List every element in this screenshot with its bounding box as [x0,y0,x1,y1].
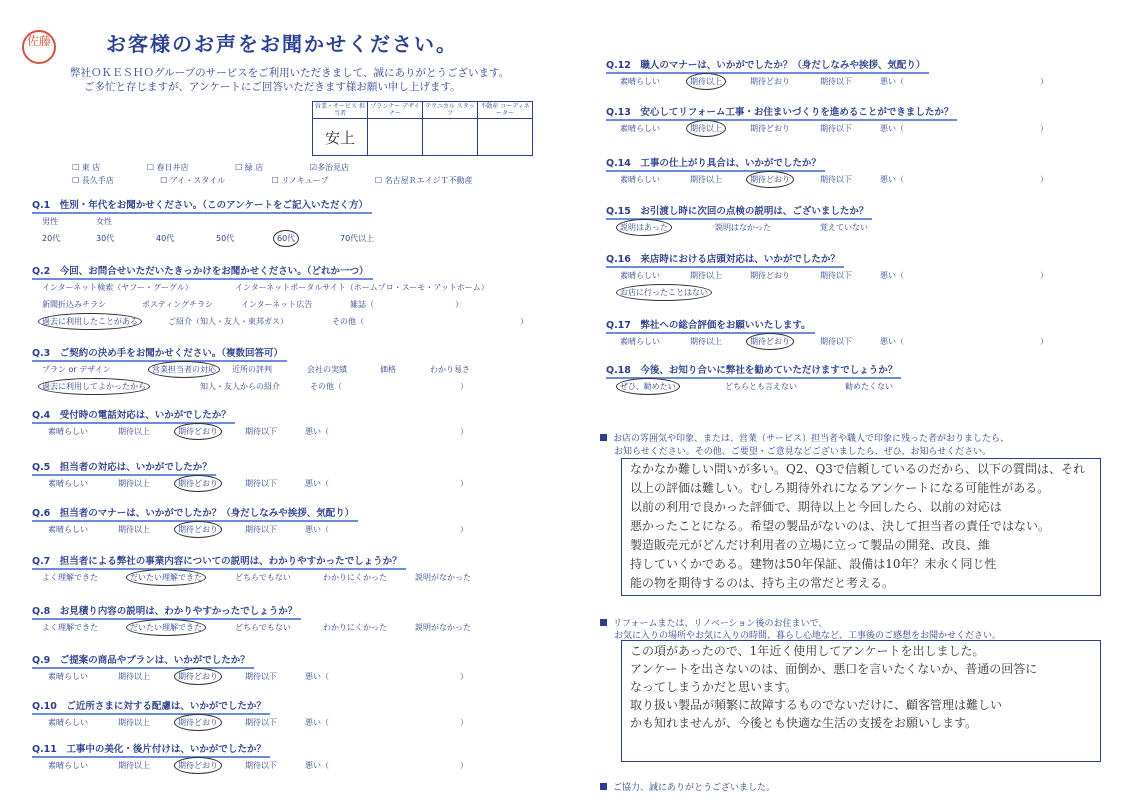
thanks-line: ご協力、誠にありがとうございました。 [600,780,775,793]
answer-option[interactable]: ） [520,317,528,326]
answer-option[interactable]: 期待以上 [118,672,150,681]
question-heading [32,345,283,359]
question-text: Q.18 今後、お知り合いに弊社を勧めていただけますでしょうか？ [606,365,898,376]
store-row-1 [72,162,393,173]
answer-circle-mark [126,569,206,586]
answer-option[interactable]: 素晴らしい [620,271,660,280]
answer-option[interactable]: 価格 [380,365,396,374]
answer-option[interactable]: その他（ [332,317,364,326]
question-heading [32,553,402,567]
answer-option[interactable]: 悪い（ [305,718,329,727]
answer-option[interactable]: どちらでもない [235,573,291,582]
answer-circle-mark [686,120,726,137]
answer-option-circled[interactable]: だいたい理解できた [130,623,202,632]
intro-line-2: ご多忙と存じますが、アンケートにご回答いただきます様お願い申し上げます。 [84,81,461,93]
comment-section-1-subheading: お知らせください。その他、ご要望・ご意見などございましたら、ぜひ、お知らせください。 [614,447,992,457]
square-bullet-icon [600,619,607,626]
answer-circle-mark [174,423,222,440]
question-heading [606,362,897,376]
answer-option-circled[interactable]: 期待どおり [178,479,218,488]
answer-option[interactable]: 50代 [216,234,235,243]
answer-option[interactable]: 70代以上 [340,234,375,243]
answer-option[interactable]: 知人・友人からの紹介 [200,382,280,391]
store-checkbox[interactable]: ☐ 長久手店 [72,176,114,185]
answer-option[interactable]: 期待以下 [820,175,852,184]
page-title: お客様のお声をお聞かせください。 [106,32,458,56]
question-heading [32,741,266,755]
answer-option[interactable]: 期待以下 [820,124,852,133]
answer-option[interactable]: ） [1040,124,1048,133]
answer-option[interactable]: 期待以下 [820,337,852,346]
store-checkbox[interactable]: ☐ リノキューブ [271,176,329,185]
store-checkbox[interactable]: ☐ 名古屋ＲエイジＴ不動産 [374,176,473,185]
answer-option[interactable]: 説明はなかった [715,223,771,232]
question-text: Q.11 工事中の美化・後片付けは、いかがでしたか？ [32,744,266,755]
answer-option[interactable]: 悪い（ [880,124,904,133]
question-text: Q.8 お見積り内容の説明は、わかりやすかったでしょうか？ [32,606,298,617]
answer-option[interactable]: 素晴らしい [620,337,660,346]
answer-option[interactable]: よく理解できた [42,623,98,632]
question-text: Q.9 ご提案の商品やプランは、いかがでしたか？ [32,655,250,666]
answer-option[interactable]: ） [460,761,468,770]
answer-option-circled[interactable]: 期待どおり [750,175,790,184]
handwritten-line: 能の物を期待するのは、持ち主の常だと考える。 [630,576,895,590]
answer-option[interactable]: ） [460,525,468,534]
question-underline [606,119,957,121]
staff-value[interactable]: 安上 [313,119,368,156]
answer-option[interactable]: 期待以上 [118,427,150,436]
staff-header: 営業・サービス 担当者 [313,102,368,119]
answer-option[interactable]: どちらでもない [235,623,291,632]
answer-option[interactable]: 30代 [96,234,115,243]
question-underline [32,568,406,570]
answer-option-circled[interactable]: 期待どおり [178,427,218,436]
answer-option-circled[interactable]: 期待どおり [178,525,218,534]
question-text: Q.14 工事の仕上がり具合は、いかがでしたか？ [606,158,821,169]
answer-option[interactable]: 期待以下 [245,525,277,534]
answer-option[interactable]: 女性 [96,217,112,226]
answer-option[interactable]: インターネット検索（ヤフー・グーグル） [42,283,193,292]
store-checkbox[interactable]: ☐ アイ・スタイル [160,176,226,185]
store-checkbox[interactable]: ☐ 東 店 [72,163,101,172]
answer-option[interactable]: プラン or デザイン [42,365,111,374]
square-bullet-icon [600,783,607,790]
answer-option[interactable]: 悪い（ [305,672,329,681]
answer-circle-mark [174,668,222,685]
answer-option-circled[interactable]: 期待どおり [178,718,218,727]
handwritten-line: 以前の利用で良かった評価で、期待以上と今回したら、以前の対応は [630,500,1002,514]
question-heading [606,57,925,71]
question-heading [32,652,250,666]
answer-option[interactable]: 20代 [42,234,61,243]
answer-option[interactable]: 期待以上 [690,175,722,184]
question-underline [606,266,844,268]
answer-option[interactable]: 素晴らしい [48,427,88,436]
answer-option[interactable]: 40代 [156,234,175,243]
answer-circle-mark [174,757,222,774]
store-row-2 [72,175,517,186]
staff-value[interactable] [368,119,423,156]
question-heading [606,203,868,217]
answer-option[interactable]: 素晴らしい [48,525,88,534]
answer-option[interactable]: 素晴らしい [48,672,88,681]
answer-option[interactable]: 新聞折込みチラシ [42,300,106,309]
answer-option[interactable]: 悪い（ [880,77,904,86]
answer-option[interactable]: わかりにくかった [323,573,387,582]
answer-option-circled[interactable]: 期待どおり [178,761,218,770]
question-heading [606,317,811,331]
handwritten-line: アンケートを出さないのは、面倒か、悪口を言いたくないか、普通の回答に [630,662,1038,676]
answer-option[interactable]: 期待どおり [750,77,790,86]
answer-circle-mark [174,475,222,492]
question-text: Q.3 ご契約の決め手をお聞かせください。（複数回答可） [32,348,284,359]
answer-option[interactable]: 悪い（ [880,271,904,280]
question-heading [32,197,368,211]
question-heading [32,698,266,712]
answer-option[interactable]: ） [460,382,468,391]
question-underline [32,360,287,362]
answer-circle-mark [148,361,220,378]
answer-option[interactable]: わかり易さ [430,365,470,374]
question-text: Q.15 お引渡し時に次回の点検の説明は、ございましたか？ [606,206,869,217]
answer-option[interactable]: 期待どおり [750,271,790,280]
store-checkbox[interactable]: ☐ 緑 店 [235,163,264,172]
answer-option[interactable]: 期待以上 [690,337,722,346]
question-underline [32,278,373,280]
answer-circle-mark [616,284,712,301]
question-underline [32,713,270,715]
question-heading [32,459,212,473]
question-text: Q.10 ご近所さまに対する配慮は、いかがでしたか？ [32,701,266,712]
handwritten-line: 悪かったことになる。希望の製品がないのは、決して担当者の責任ではない。 [630,519,1051,533]
answer-option[interactable]: 覚えていない [820,223,868,232]
answer-circle-mark [38,313,142,330]
answer-option[interactable]: ご紹介（知人・友人・東邦ガス） [168,317,288,326]
answer-option[interactable]: 悪い（ [305,525,329,534]
answer-option-circled[interactable]: 営業担当者の対応 [152,365,216,374]
answer-option[interactable]: インターネット広告 [241,300,313,309]
comment-section-2-heading: リフォームまたは、リノベーション後のお住まいで、 [600,616,827,629]
answer-option[interactable]: 悪い（ [880,337,904,346]
answer-option[interactable]: 期待以上 [118,718,150,727]
answer-option[interactable]: 近所の評判 [232,365,272,374]
answer-option-circled[interactable]: 説明はあった [620,223,668,232]
question-text: Q.12 職人のマナーは、いかがでしたか？（身だしなみや挨拶、気配り） [606,60,926,71]
answer-option[interactable]: 素晴らしい [48,761,88,770]
answer-option[interactable]: ） [460,718,468,727]
question-heading [32,263,369,277]
question-text: Q.2 今回、お問合せいただいたきっかけをお聞かせください。（どれか一つ） [32,266,369,277]
question-underline [32,756,270,758]
answer-option[interactable]: 素晴らしい [620,77,660,86]
square-bullet-icon [600,434,607,441]
answer-option[interactable]: 期待以下 [245,761,277,770]
question-text: Q.6 担当者のマナーは、いかがでしたか？（身だしなみや挨拶、気配り） [32,508,355,519]
answer-option[interactable]: 期待以下 [245,427,277,436]
answer-option[interactable]: 期待以下 [245,718,277,727]
answer-option[interactable]: ポスティングチラシ [142,300,214,309]
answer-option[interactable]: わかりにくかった [323,623,387,632]
answer-option[interactable]: 悪い（ [305,427,329,436]
handwritten-line: 持していくかである。建物は50年保証、設備は10年？末永く同じ性 [630,557,997,571]
intro-line-1: 弊社ＯＫＥＳＨＯグループのサービスをご利用いただきまして、誠にありがとうございます。 [70,67,510,79]
question-text: Q.1 性別・年代をお聞かせください。（このアンケートをご記入いただく方） [32,200,368,211]
comment-section-1-heading: お店の雰囲気や印象、または、営業（サービス）担当者や職人で印象に残った者がおりましたら、 [600,431,1009,444]
answer-option[interactable]: 男性 [42,217,58,226]
answer-option[interactable]: 説明がなかった [415,623,471,632]
answer-option-circled[interactable]: 期待以上 [690,77,722,86]
question-heading [606,251,840,265]
answer-option[interactable]: ） [460,672,468,681]
handwritten-line: なってしまうかだと思います。 [630,680,798,694]
staff-header: プランナー デザイナー [368,102,423,119]
answer-option[interactable]: 素晴らしい [620,175,660,184]
answer-option[interactable]: インターネットポータルサイト（ホームプロ・スーモ・アットホーム） [235,283,489,292]
question-text: Q.5 担当者の対応は、いかがでしたか？ [32,462,212,473]
question-heading [32,603,297,617]
question-text: Q.7 担当者による弊社の事業内容についての説明は、わかりやすかったでしょうか？ [32,556,402,567]
answer-option[interactable]: 素晴らしい [48,479,88,488]
answer-circle-mark [616,219,672,236]
handwritten-line: 以上の評価は難しい。むしろ期待外れになるアンケートになる可能性がある。 [630,481,1050,495]
answer-circle-mark [174,521,222,538]
answer-option[interactable]: 説明がなかった [415,573,471,582]
handwritten-line: かも知れませんが、今後とも快適な生活の支援をお願いします。 [630,716,978,730]
staff-value[interactable] [478,119,533,156]
question-heading [606,104,953,118]
answer-option-circled[interactable]: ぜひ、勧めたい [620,382,676,391]
answer-option[interactable]: 期待以上 [118,525,150,534]
answer-option[interactable]: ） [460,427,468,436]
answer-option[interactable]: その他（ [310,382,342,391]
question-heading [606,155,821,169]
answer-option[interactable]: ） [455,300,463,309]
answer-option[interactable]: 素晴らしい [48,718,88,727]
answer-option-circled[interactable]: だいたい理解できた [130,573,202,582]
answer-option[interactable]: 雑誌（ [350,300,374,309]
question-heading [32,505,354,519]
answer-option-circled[interactable]: 過去に利用したことがある [42,317,138,326]
answer-option[interactable]: ） [1040,271,1048,280]
answer-option[interactable]: 期待以下 [820,77,852,86]
answer-option[interactable]: 期待以下 [245,479,277,488]
answer-option-circled[interactable]: 60代 [277,234,296,243]
staff-value[interactable] [423,119,478,156]
answer-option[interactable]: ） [460,479,468,488]
answer-option[interactable]: 素晴らしい [620,124,660,133]
answer-option-circled[interactable]: お店に行ったことはない [620,288,708,297]
answer-circle-mark [746,171,794,188]
answer-option[interactable]: ） [1040,77,1048,86]
answer-option[interactable]: よく理解できた [42,573,98,582]
handwritten-line: なかなか難しい問いが多い。Q2、Q3で信頼しているのだから、以下の質問は、それ [630,462,1085,476]
answer-option[interactable]: ） [1040,337,1048,346]
question-text: Q.13 安心してリフォーム工事・お住まいづくりを進めることができましたか？ [606,107,954,118]
answer-option[interactable]: 期待どおり [750,124,790,133]
handwritten-line: この項があったので、1年近く使用してアンケートを出しました。 [630,644,985,658]
answer-circle-mark [38,378,150,395]
question-text: Q.17 弊社への総合評価をお願いいたします。 [606,320,811,331]
answer-circle-mark [686,73,726,90]
answer-option[interactable]: 期待以上 [690,271,722,280]
answer-circle-mark [174,714,222,731]
store-checkbox-checked[interactable]: ☑多治見店 [309,163,350,172]
question-underline [32,667,254,669]
answer-option-circled[interactable]: 期待どおり [750,337,790,346]
answer-option[interactable]: ） [1040,175,1048,184]
store-checkbox[interactable]: ☐ 春日井店 [146,163,189,172]
answer-option[interactable]: どちらとも言えない [725,382,797,391]
answer-option[interactable]: 期待以上 [118,479,150,488]
answer-option-circled[interactable]: 過去に利用してよかったから [42,382,146,391]
handwritten-line: 製造販売元がどんだけ利用者の立場に立って製品の開発、改良、維 [630,538,991,552]
answer-option[interactable]: 会社の実績 [307,365,347,374]
answer-option[interactable]: 勧めたくない [845,382,893,391]
answer-circle-mark [616,378,680,395]
staff-header: テクニカル スタッフ [423,102,478,119]
handwritten-line: 取り扱い製品が頻繁に故障するものでないだけに、顧客管理は難しい [630,698,1003,712]
question-underline [606,170,825,172]
answer-option[interactable]: 悪い（ [880,175,904,184]
question-underline [32,212,372,214]
question-underline [606,72,929,74]
answer-option-circled[interactable]: 期待以上 [690,124,722,133]
answer-option[interactable]: 期待以下 [820,271,852,280]
question-text: Q.16 来店時における店頭対応は、いかがでしたか？ [606,254,840,265]
answer-circle-mark [746,333,794,350]
answer-circle-mark [273,230,299,247]
answer-option-circled[interactable]: 期待どおり [178,672,218,681]
answer-option[interactable]: 悪い（ [305,761,329,770]
seal-stamp: 佐藤 [22,30,56,64]
answer-option[interactable]: 悪い（ [305,479,329,488]
question-text: Q.4 受付時の電話対応は、いかがでしたか？ [32,410,231,421]
answer-option[interactable]: 期待以上 [118,761,150,770]
answer-option[interactable]: 期待以下 [245,672,277,681]
answer-circle-mark [126,619,206,636]
staff-table [312,101,533,156]
question-heading [32,407,231,421]
comment-section-2-subheading: お気に入りの場所やお気に入りの時間、暮らし心地など、工事後のご感想をお聞かせください。 [614,631,1002,641]
staff-header: 不動産 コーディネーター [478,102,533,119]
